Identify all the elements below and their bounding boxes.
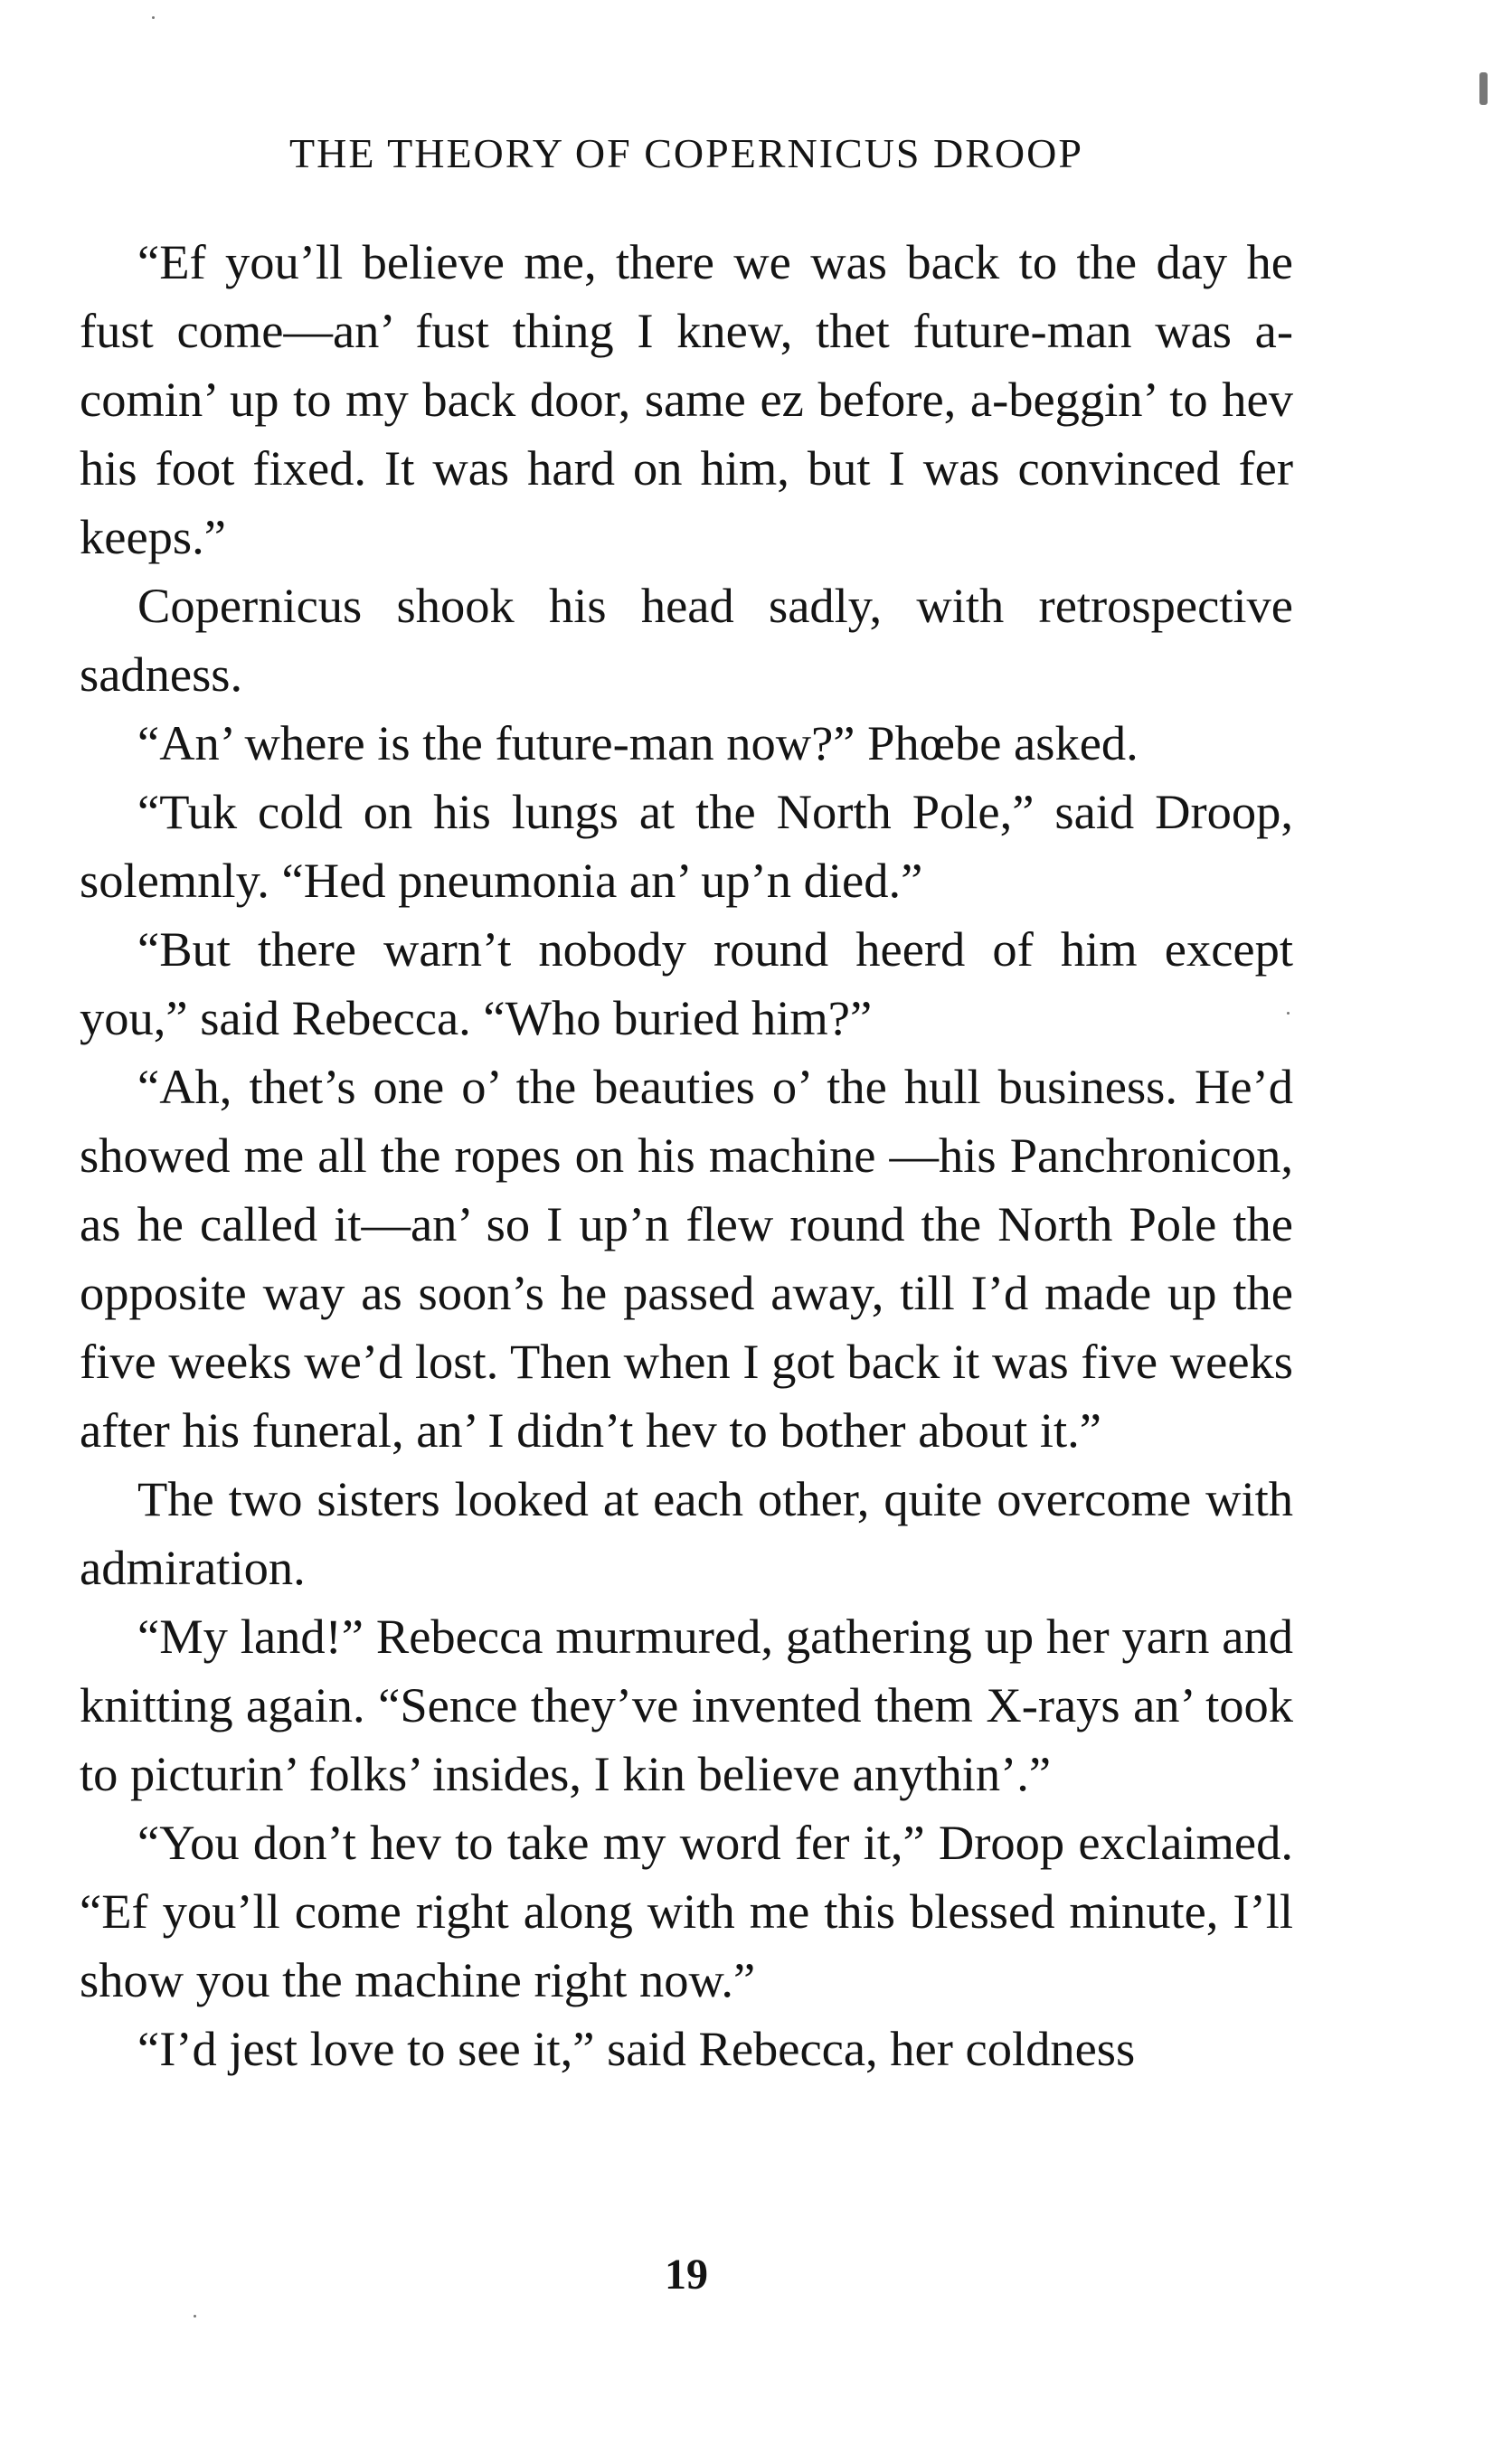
print-speck [1479, 72, 1488, 105]
paragraph: “An’ where is the future-man now?” Phœbe asked. [137, 715, 1139, 770]
print-speck [152, 16, 155, 19]
body-text [80, 228, 1293, 2083]
paragraph: “Tuk cold on his lungs at the North Pole,” said Droop, solemnly. “Hed pneumonia an’ up’n died.” [80, 784, 1293, 908]
paragraph: “But there warn’t nobody round heerd of him except you,” said Rebecca. “Who buried him?” [80, 921, 1293, 1045]
paragraph: “Ah, thet’s one o’ the beauties o’ the hull business. He’d showed me all the ropes on his machine —his Panchronicon, as he called it—an’ so I up’n flew round the North Pole the opposite way as soon’s he passed away, till I’d made up the five weeks we’d lost. Then when I got back it was five weeks after his funeral, an’ I didn’t hev to bother about it.” [80, 1059, 1293, 1458]
running-head: THE THEORY OF COPERNICUS DROOP [289, 130, 1083, 176]
paragraph: “You don’t hev to take my word fer it,” Droop exclaimed. “Ef you’ll come right along with me this blessed minute, I’ll show you the machine right now.” [80, 1815, 1293, 2007]
print-speck [194, 2315, 196, 2318]
paragraph: The two sisters looked at each other, quite overcome with admiration. [80, 1471, 1293, 1595]
print-speck [1287, 1012, 1290, 1015]
paragraph: “My land!” Rebecca murmured, gathering up her yarn and knitting again. “Sence they’ve invented them X-rays an’ took to picturin’ folks’ insides, I kin believe anythin’.” [80, 1609, 1293, 1801]
page-number: 19 [665, 2251, 708, 2299]
book-page [80, 0, 1293, 2464]
paragraph: “Ef you’ll believe me, there we was back to the day he fust come—an’ fust thing I knew, thet future-man was a-comin’ up to my back door, same ez before, a-beggin’ to hev his foot fixed. It was hard on him, but I was convinced fer keeps.” [80, 234, 1293, 564]
paragraph: Copernicus shook his head sadly, with retrospective sadness. [80, 578, 1293, 702]
paragraph: “I’d jest love to see it,” said Rebecca, her coldness [137, 2021, 1136, 2076]
